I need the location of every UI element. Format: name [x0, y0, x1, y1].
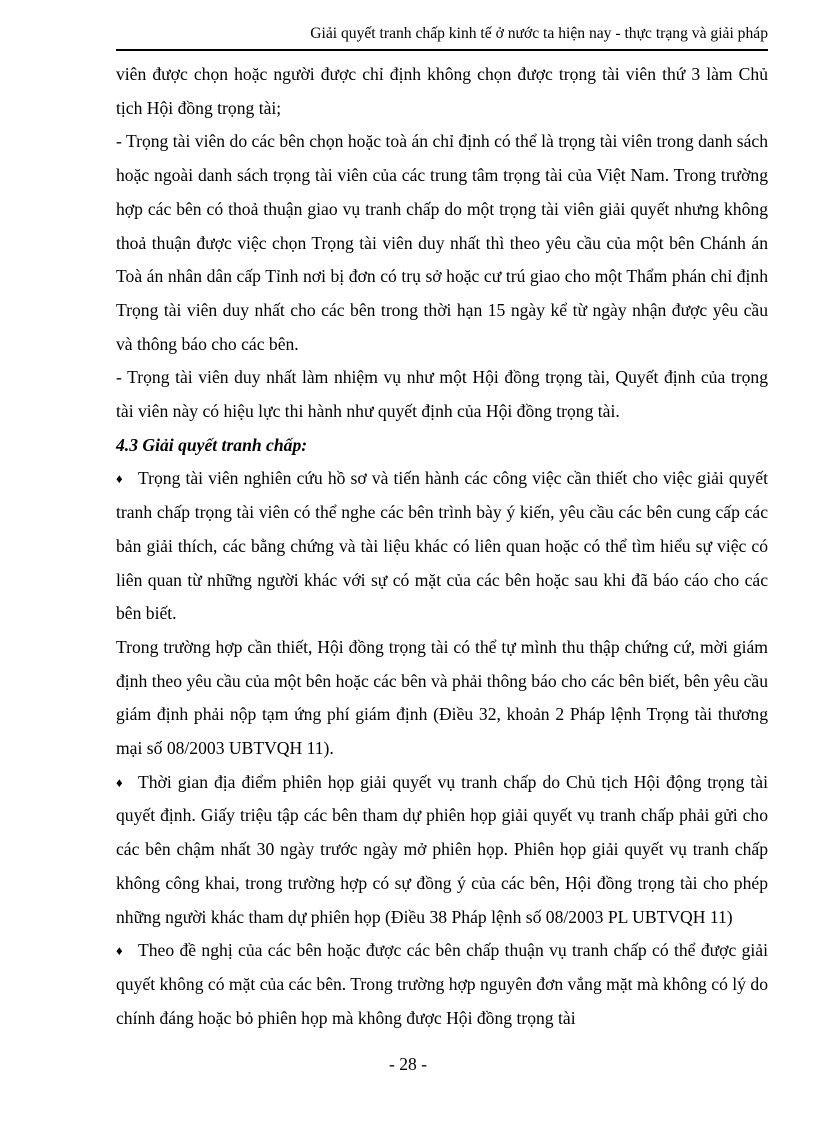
page-body [116, 58, 768, 1035]
section-heading: 4.3 Giải quyết tranh chấp: [116, 434, 308, 455]
bullet-text: Trọng tài viên nghiên cứu hồ sơ và tiến hành các công việc cần thiết cho việc giải quyết tranh chấp trọng tài viên có thể nghe các bên trình bày ý kiến, yêu cầu các bên cung cấp các bản giải thích, các bằng chứng và tài liệu khác có liên quan hoặc có thể tìm hiểu sự việc có liên quan từ những người khác với sự có mặt của các bên hoặc sau khi đã báo cáo cho các bên biết. [116, 468, 768, 624]
running-header: Giải quyết tranh chấp kinh tế ở nước ta hiện nay - thực trạng và giải pháp [310, 25, 768, 42]
bullet-paragraph-absence [116, 934, 768, 1035]
paragraph-continuation: viên được chọn hoặc người được chỉ định không chọn được trọng tài viên thứ 3 làm Chủ tịch Hội đồng trọng tài; [116, 64, 768, 118]
paragraph-arbitrator-selection: - Trọng tài viên do các bên chọn hoặc toà án chỉ định có thể là trọng tài viên trong danh sách hoặc ngoài danh sách trọng tài viên của các trung tâm trọng tài của Việt Nam. Trong trường hợp các bên có thoả thuận giao vụ tranh chấp do một trọng tài viên giải quyết nhưng không thoả thuận được việc chọn Trọng tài viên duy nhất thì theo yêu cầu của một bên Chánh án Toà án nhân dân cấp Tỉnh nơi bị đơn có trụ sở hoặc cư trú giao cho một Thẩm phán chỉ định Trọng tài viên duy nhất cho các bên trong thời hạn 15 ngày kể từ ngày nhận được yêu cầu và thông báo cho các bên. [116, 131, 768, 354]
bullet-text: Thời gian địa điểm phiên họp giải quyết vụ tranh chấp do Chủ tịch Hội động trọng tài quyết định. Giấy triệu tập các bên tham dự phiên họp giải quyết vụ tranh chấp phải gửi cho các bên chậm nhất 30 ngày trước ngày mở phiên họp. Phiên họp giải quyết vụ tranh chấp không công khai, trong trường hợp có sự đồng ý của các bên, Hội đồng trọng tài cho phép những người khác tham dự phiên họp (Điều 38 Pháp lệnh số 08/2003 PL UBTVQH 11) [116, 771, 768, 927]
page-number: - 28 - [388, 1054, 428, 1074]
bullet-text: Theo đề nghị của các bên hoặc được các bên chấp thuận vụ tranh chấp có thể được giải quyết không có mặt của các bên. Trong trường hợp nguyên đơn vắng mặt mà không có lý do chính đáng hoặc bỏ phiên họp mà không được Hội đồng trọng tài [116, 940, 768, 1028]
bullet-paragraph-case-study [116, 462, 768, 631]
bullet-paragraph-hearing [116, 766, 768, 935]
paragraph-sole-arbitrator: - Trọng tài viên duy nhất làm nhiệm vụ như một Hội đồng trọng tài, Quyết định của trọng tài viên này có hiệu lực thi hành như quyết định của Hội đồng trọng tài. [116, 367, 768, 422]
diamond-bullet-icon: ♦ [116, 943, 123, 959]
header-rule [116, 49, 768, 51]
diamond-bullet-icon: ♦ [116, 774, 123, 790]
diamond-bullet-icon: ♦ [116, 471, 123, 487]
paragraph-evidence-collection: Trong trường hợp cần thiết, Hội đồng trọng tài có thể tự mình thu thập chứng cứ, mời giám định theo yêu cầu của một bên hoặc các bên và phải thông báo cho các bên biết, bên yêu cầu giám định phải nộp tạm ứng phí giám định (Điều 32, khoản 2 Pháp lệnh Trọng tài thương mại số 08/2003 UBTVQH 11). [116, 636, 768, 759]
